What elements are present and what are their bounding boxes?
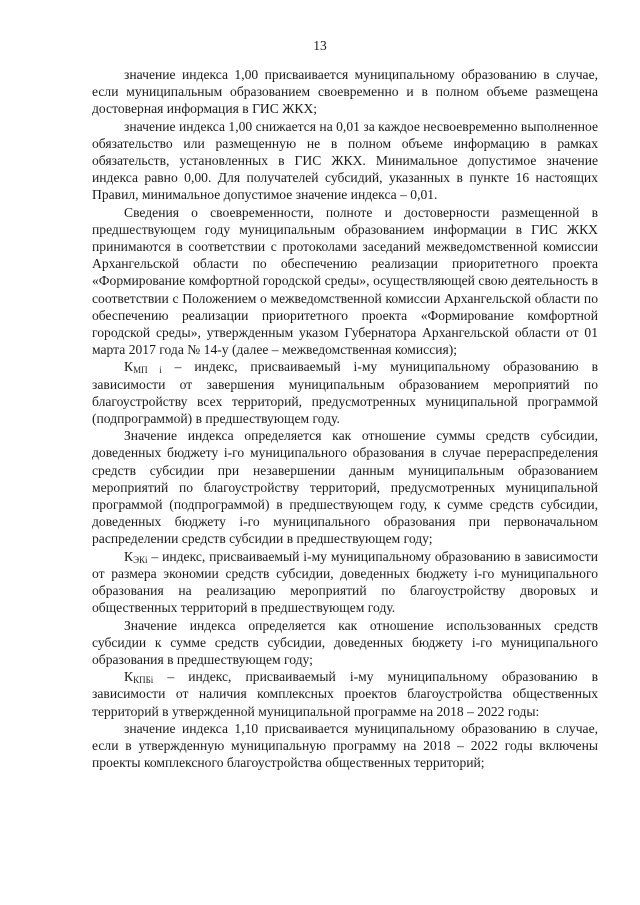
paragraph: Значение индекса определяется как отношение использованных средств субсидии к сумме средств субсидии, доведенных бюджету i-го муниципального образования в предшествующем году; (92, 617, 598, 667)
paragraph-text: – индекс, присваиваемый i-му муниципальному образованию в зависимости от завершения муниципальным образованием мероприятий по благоустройству всех территорий, предусмотренных муниципальной программой (подпрограммой) в предшествующем году. (92, 359, 598, 427)
paragraph: Значение индекса определяется как отношение суммы средств субсидии, доведенных бюджету i-го муниципального образования в случае перераспределения средств субсидии при незавершении данным муниципальным образованием мероприятий по благоустройству территорий, предусмотренных муниципальной программой (подпрограммой) в предшествующем году, к сумме средств субсидии, доведенных бюджету i-го муниципального образования при первоначальном распределении средств субсидии в предшествующем году; (92, 428, 598, 547)
index-letter: К (124, 359, 134, 375)
paragraph: значение индекса 1,00 снижается на 0,01 за каждое несвоевременно выполненное обязательство или размещенную не в полном объеме информацию в рамках обязательств, установленных в ГИС ЖКХ. Минимальное допустимое значение индекса равно 0,00. Для получателей субсидий, указанных в пункте 16 настоящих Правил, минимальное допустимое значение индекса – 0,01. (92, 118, 598, 203)
index-subscript: КПБi (133, 675, 154, 686)
index-symbol (124, 549, 148, 564)
index-letter: К (124, 548, 134, 564)
paragraph-index-kmp (92, 358, 598, 427)
paragraph-text: – индекс, присваиваемый i-му муниципальному образованию в зависимости от размера экономии средств субсидии, доведенных бюджету i-го муниципального образования на реализацию мероприятий по благоустройству дворовых и общественных территорий в предшествующем году. (92, 548, 598, 616)
paragraph-index-kkpb (92, 668, 598, 720)
index-subscript: ЭКi (133, 554, 148, 565)
paragraph-text: – индекс, присваиваемый i-му муниципальному образованию в зависимости от наличия комплексных проектов благоустройства общественных территорий в утвержденной муниципальной программе на 2018 – 2022 годы: (92, 669, 598, 719)
index-symbol (124, 359, 162, 374)
paragraph: значение индекса 1,00 присваивается муниципальному образованию в случае, если муниципальным образованием своевременно и в полном объеме размещена достоверная информация в ГИС ЖКХ; (92, 67, 598, 117)
index-symbol (124, 669, 153, 684)
paragraph: Сведения о своевременности, полноте и достоверности размещенной в предшествующем году муниципальным образованием информации в ГИС ЖКХ принимаются в соответствии с протоколами заседаний межведомственной комиссии Архангельской области по обеспечению реализации приоритетного проекта «Формирование комфортной городской среды», осуществляющей свою деятельность в соответствии с Положением о межведомственной комиссии Архангельской области по обеспечению реализации приоритетного проекта «Формирование комфортной городской среды», утвержденным указом Губернатора Архангельской области от 01 марта 2017 года № 14-у (далее – межведомственная комиссия); (92, 204, 598, 358)
document-body (92, 66, 598, 771)
index-subscript: МП i (133, 365, 162, 376)
paragraph: значение индекса 1,10 присваивается муниципальному образованию в случае, если в утвержденную муниципальную программу на 2018 – 2022 годы включены проекты комплексного благоустройства общественных территорий; (92, 720, 598, 771)
index-letter: К (124, 669, 134, 685)
page-number: 13 (313, 38, 327, 53)
paragraph-index-kek (92, 548, 598, 617)
